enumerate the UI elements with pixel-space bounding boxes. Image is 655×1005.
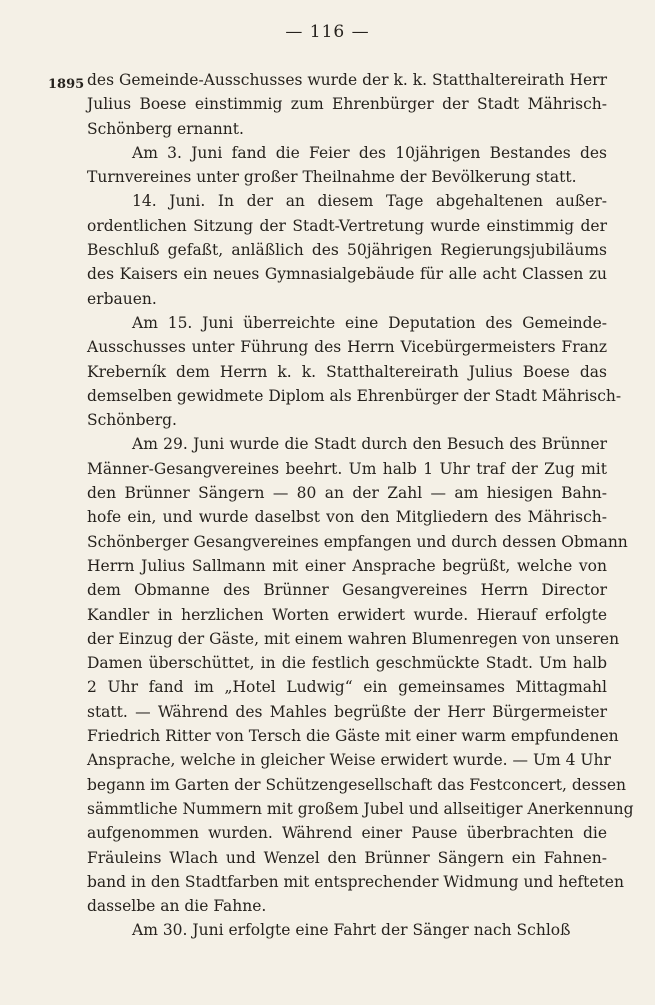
text-line: Damen überschüttet, in die festlich geschmückte Stadt. Um halb [87, 654, 607, 673]
text-line: Schönberg. [87, 411, 177, 430]
text-line: 2 Uhr fand im „Hotel Ludwig“ ein gemeinsames Mittagmahl [87, 678, 607, 697]
text-line: Ausschusses unter Führung des Herrn Vicebürgermeisters Franz [87, 338, 607, 357]
text-line: demselben gewidmete Diplom als Ehrenbürger der Stadt Mährisch- [87, 386, 622, 405]
text-line: Kreberník dem Herrn k. k. Statthaltereirath Julius Boese das [87, 362, 607, 381]
text-line: sämmtliche Nummern mit großem Jubel und allseitiger Anerkennung [87, 799, 634, 818]
text-line: des Kaisers ein neues Gymnasialgebäude für alle acht Classen zu [87, 265, 607, 284]
text-line: dasselbe an die Fahne. [87, 897, 267, 916]
text-line: band in den Stadtfarben mit entsprechender Widmung und hefteten [87, 872, 624, 891]
text-line: Beschluß gefaßt, anläßlich des 50jährigen Regierungsjubiläums [87, 241, 607, 260]
text-line: der Einzug der Gäste, mit einem wahren Blumenregen von unseren [87, 629, 620, 648]
text-line: Am 3. Juni fand die Feier des 10jährigen Bestandes des [132, 143, 607, 162]
text-line: ordentlichen Sitzung der Stadt-Vertretung wurde einstimmig der [87, 216, 607, 235]
text-line: Schönberger Gesangvereines empfangen und durch dessen Obmann [87, 532, 628, 551]
paragraph [87, 141, 607, 190]
text-line: statt. — Während des Mahles begrüßte der Herr Bürgermeister [87, 702, 607, 721]
text-line: 14. Juni. In der an diesem Tage abgehaltenen außer- [132, 192, 607, 211]
text-line: begann im Garten der Schützengesellschaft das Festconcert, dessen [87, 775, 627, 794]
text-line: Fräuleins Wlach und Wenzel den Brünner Sängern ein Fahnen- [87, 848, 607, 867]
text-line: dem Obmanne des Brünner Gesangvereines Herrn Director [87, 581, 607, 600]
text-line: Männer-Gesangvereines beehrt. Um halb 1 Uhr traf der Zug mit [87, 459, 607, 478]
text-line: den Brünner Sängern — 80 an der Zahl — am hiesigen Bahn- [87, 484, 607, 503]
text-line: Schönberg ernannt. [87, 119, 244, 138]
text-line: Herrn Julius Sallmann mit einer Ansprache begrüßt, welche von [87, 556, 607, 575]
text-line: Friedrich Ritter von Tersch die Gäste mit einer warm empfundenen [87, 727, 619, 746]
text-line: Am 30. Juni erfolgte eine Fahrt der Sänger nach Schloß [132, 921, 571, 940]
margin-year: 1895 [48, 77, 85, 92]
text-line: Julius Boese einstimmig zum Ehrenbürger der Stadt Mährisch- [87, 95, 607, 114]
paragraph [87, 311, 622, 432]
text-line: hofe ein, und wurde daselbst von den Mitgliedern des Mährisch- [87, 508, 607, 527]
text-line: Turnvereines unter großer Theilnahme der Bevölkerung statt. [87, 168, 577, 187]
paragraph [87, 189, 607, 310]
paragraph [87, 918, 607, 942]
text-line: Am 15. Juni überreichte eine Deputation des Gemeinde- [132, 313, 607, 332]
text-line: des Gemeinde-Ausschusses wurde der k. k. Statthaltereirath Herr [87, 71, 607, 89]
text-line: erbauen. [87, 289, 157, 308]
page-number: — 116 — [285, 22, 370, 42]
text-line: aufgenommen wurden. Während einer Pause überbrachten die [87, 824, 607, 843]
text-line: Am 29. Juni wurde die Stadt durch den Besuch des Brünner [132, 435, 607, 454]
body-text [87, 68, 634, 943]
paragraph [87, 68, 607, 141]
text-line: Kandler in herzlichen Worten erwidert wurde. Hierauf erfolgte [87, 605, 607, 624]
text-line: Ansprache, welche in gleicher Weise erwidert wurde. — Um 4 Uhr [87, 751, 611, 770]
paragraph [87, 432, 634, 918]
